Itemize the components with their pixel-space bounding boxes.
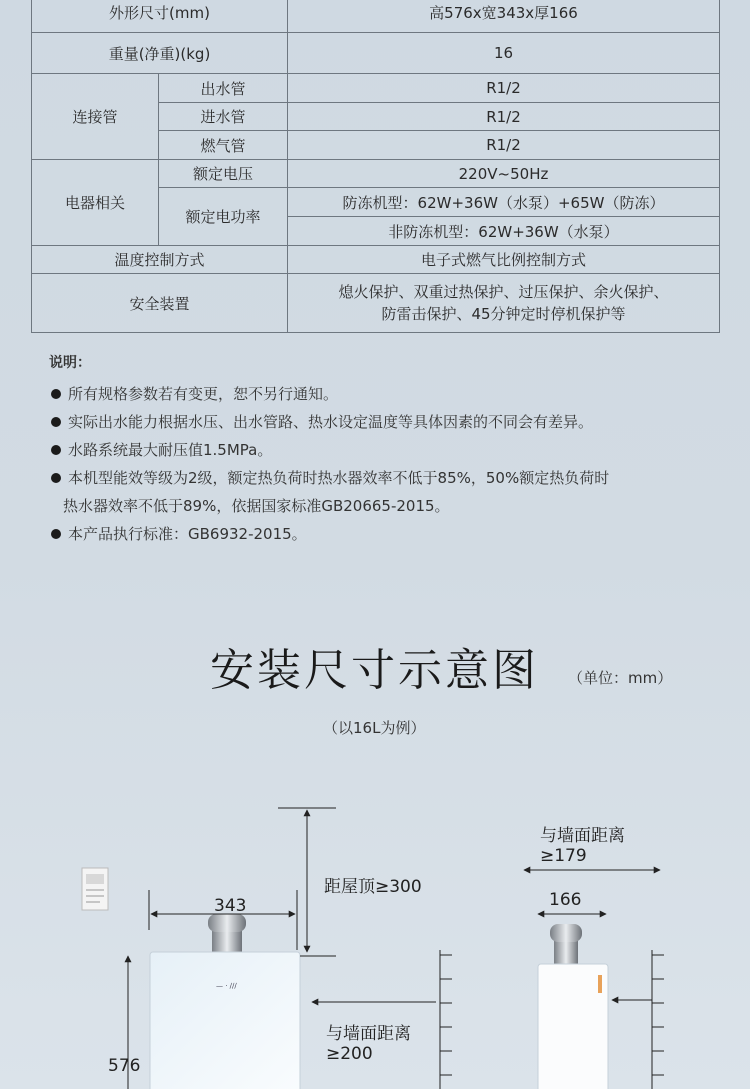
safety-line-2: 防雷击保护、45分钟定时停机保护等 [381, 305, 626, 323]
front-wall-ticks [440, 950, 452, 1089]
dimensions-label: 外形尺寸(mm) [32, 0, 288, 33]
small-label-sticker [82, 868, 108, 910]
safety-line-1: 熄火保护、双重过热保护、过压保护、余火保护、 [338, 283, 669, 301]
table-row [32, 246, 720, 274]
install-unit: （单位：mm） [568, 669, 673, 687]
height-label: 576 [108, 1056, 141, 1076]
front-wall-distance-label [326, 1024, 411, 1064]
inlet-pipe-label: 进水管 [159, 103, 288, 131]
note-item: 本产品执行标准：GB6932-2015。 [49, 520, 609, 548]
electrical-label: 电器相关 [32, 160, 159, 246]
table-row [32, 160, 720, 188]
note-item: 实际出水能力根据水压、出水管路、热水设定温度等具体因素的不同会有差异。 [49, 408, 609, 436]
safety-label: 安全装置 [32, 274, 288, 333]
side-heater [538, 924, 608, 1089]
depth-label: 166 [549, 890, 582, 910]
table-row [32, 74, 720, 103]
inlet-pipe-value: R1/2 [288, 103, 720, 131]
dimensions-value: 高576x宽343x厚166 [288, 0, 720, 33]
note-item: 水路系统最大耐压值1.5MPa。 [49, 436, 609, 464]
weight-value: 16 [288, 33, 720, 74]
table-row [32, 274, 720, 333]
power-label: 额定电功率 [159, 188, 288, 246]
svg-text:— · ∕∕∕: — · ∕∕∕ [216, 982, 237, 990]
note-item: 本机型能效等级为2级，额定热负荷时热水器效率不低于85%，50%额定热负荷时 [49, 464, 609, 492]
temperature-value: 电子式燃气比例控制方式 [288, 246, 720, 274]
table-row [32, 0, 720, 33]
side-wall-distance-label [540, 826, 625, 866]
install-title: 安装尺寸示意图 [210, 645, 539, 696]
voltage-value: 220V~50Hz [288, 160, 720, 188]
side-wall-distance-line-1: 与墙面距离 [540, 826, 625, 846]
outlet-pipe-value: R1/2 [288, 74, 720, 103]
install-example: （以16L为例） [323, 719, 426, 737]
top-distance-label: 距屋顶≥300 [324, 877, 422, 897]
notes-title: 说明： [49, 355, 91, 371]
front-wall-distance-line-2: ≥200 [326, 1044, 373, 1064]
note-item-continued: 热水器效率不低于89%，依据国家标准GB20665-2015。 [63, 497, 450, 515]
temperature-label: 温度控制方式 [32, 246, 288, 274]
width-label: 343 [214, 896, 247, 916]
note-item: 所有规格参数若有变更，恕不另行通知。 [49, 380, 609, 408]
install-diagram [0, 790, 750, 1089]
spec-table [31, 0, 720, 333]
notes-section [49, 352, 609, 548]
gas-pipe-value: R1/2 [288, 131, 720, 160]
power-value-standard: 非防冻机型：62W+36W（水泵） [288, 217, 720, 246]
safety-value [288, 274, 720, 333]
power-value-antifreeze: 防冻机型：62W+36W（水泵）+65W（防冻） [288, 188, 720, 217]
table-row [32, 33, 720, 74]
weight-label: 重量(净重)(kg) [32, 33, 288, 74]
side-wall-distance-line-2: ≥179 [540, 846, 587, 866]
front-heater [150, 914, 300, 1089]
front-wall-distance-line-1: 与墙面距离 [326, 1024, 411, 1044]
voltage-label: 额定电压 [159, 160, 288, 188]
connection-label: 连接管 [32, 74, 159, 160]
side-wall-ticks [652, 950, 664, 1089]
gas-pipe-label: 燃气管 [159, 131, 288, 160]
outlet-pipe-label: 出水管 [159, 74, 288, 103]
